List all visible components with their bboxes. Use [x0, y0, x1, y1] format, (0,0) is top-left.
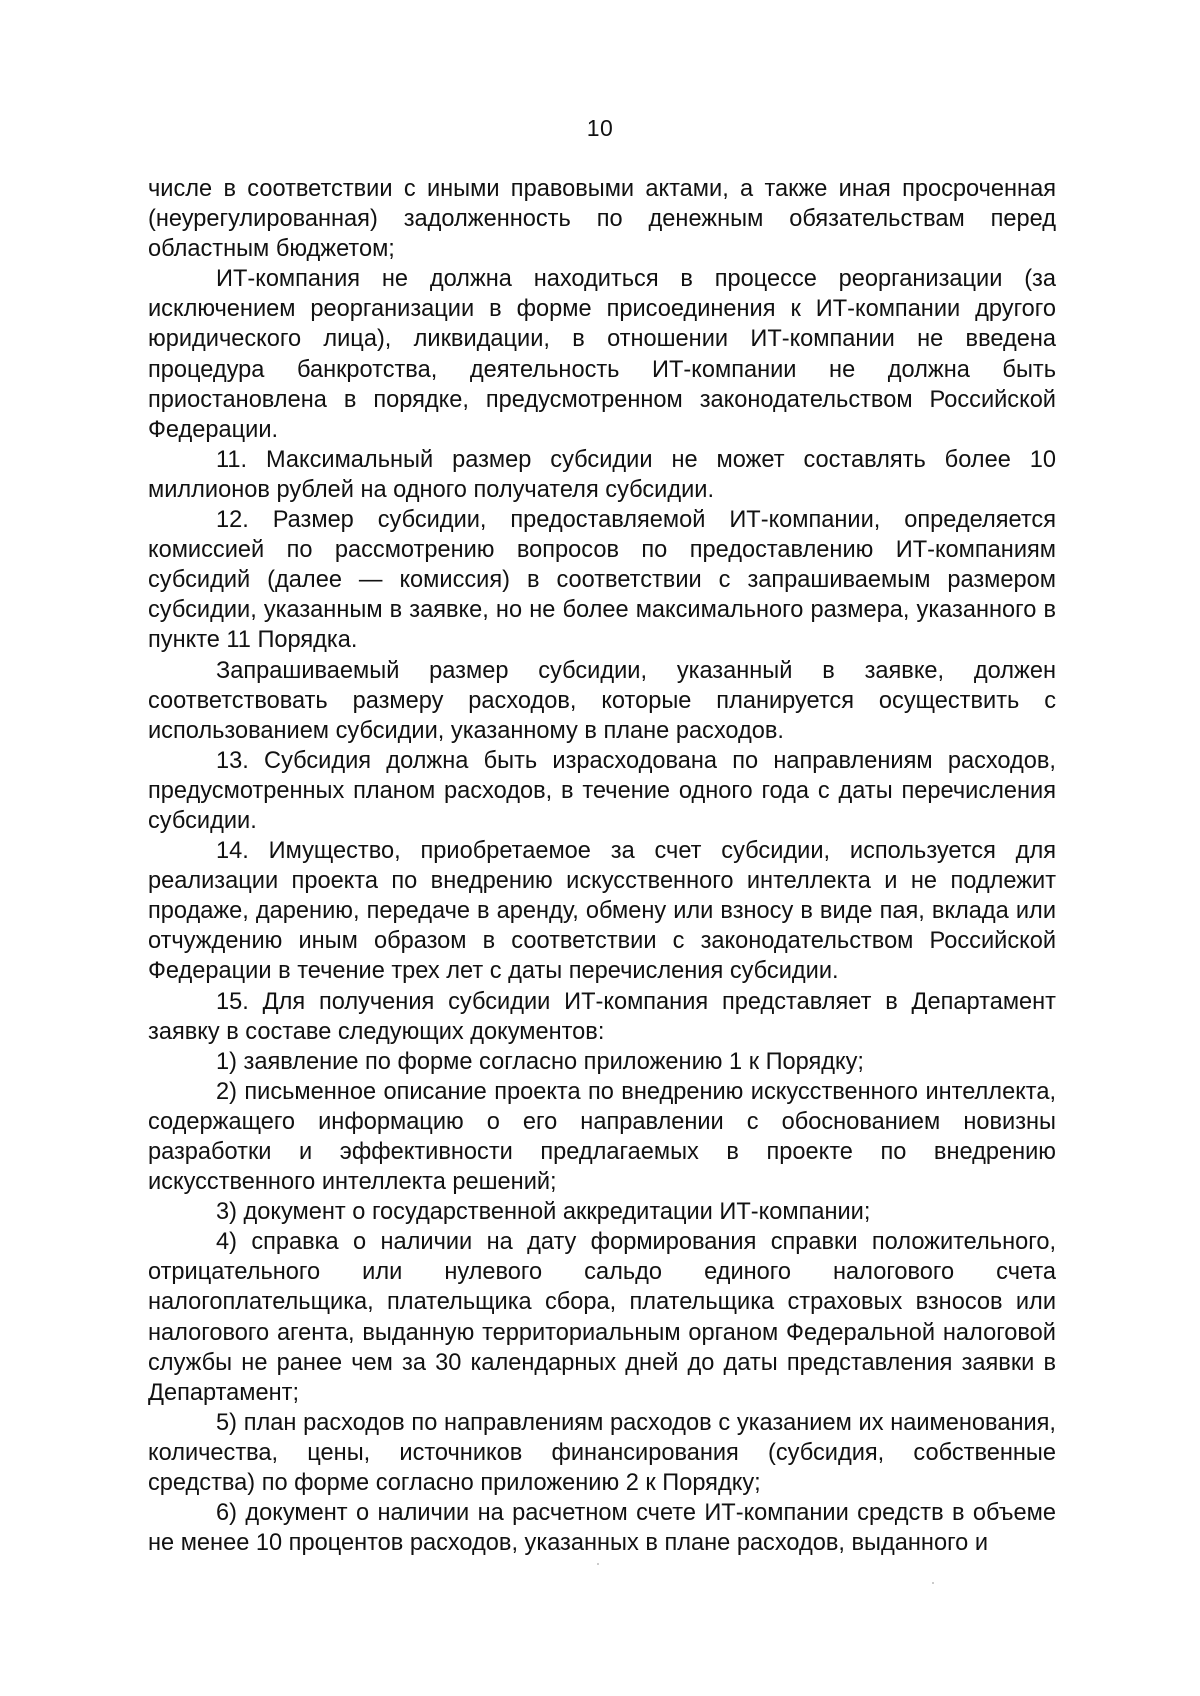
list-item-5: 5) план расходов по направлениям расходов с указанием их наименования, количества, цены, источников финансирования (субсидия, собственные средства) по форме согласно приложению 2 к Порядку;	[148, 1409, 1056, 1497]
list-item-2: 2) письменное описание проекта по внедрению искусственного интеллекта, содержащего информацию о его направлении с обоснованием новизны разработки и эффективности предлагаемых в проекте по внедрению искусственного интеллекта решений;	[148, 1078, 1056, 1196]
paragraph-continuation: числе в соответствии с иными правовыми актами, а также иная просроченная (неурегулированная) задолженность по денежным обязательствам перед областным бюджетом;	[148, 176, 1056, 263]
paragraph-item-11: 11. Максимальный размер субсидии не может составлять более 10 миллионов рублей на одного получателя субсидии.	[148, 446, 1056, 503]
paragraph-item-14: 14. Имущество, приобретаемое за счет субсидии, используется для реализации проекта по внедрению искусственного интеллекта и не подлежит продаже, дарению, передаче в аренду, обмену или взносу в виде пая, вклада или отчуждению иным образом в соответствии с законодательством Российской Федерации в течение трех лет с даты перечисления субсидии.	[148, 838, 1056, 985]
paragraph-requested-amount: Запрашиваемый размер субсидии, указанный в заявке, должен соответствовать размеру расходов, которые планируется осуществить с использованием субсидии, указанному в плане расходов.	[148, 657, 1056, 744]
page-number: 10	[586, 115, 614, 141]
paragraph-item-13: 13. Субсидия должна быть израсходована по направлениям расходов, предусмотренных планом расходов, в течение одного года с даты перечисления субсидии.	[148, 747, 1056, 834]
list-item-6: 6) документ о наличии на расчетном счете ИТ-компании средств в объеме не менее 10 процентов расходов, указанных в плане расходов, выданного и	[148, 1500, 1056, 1557]
paragraph-item-12: 12. Размер субсидии, предоставляемой ИТ-компании, определяется комиссией по рассмотрению вопросов по предоставлению ИТ-компаниям субсидий (далее — комиссия) в соответствии с запрашиваемым размером субсидии, указанным в заявке, но не более максимального размера, указанного в пункте 11 Порядка.	[148, 507, 1056, 654]
list-item-1: 1) заявление по форме согласно приложению 1 к Порядку;	[216, 1048, 864, 1075]
scan-speck	[932, 1582, 934, 1584]
list-item-3: 3) документ о государственной аккредитации ИТ-компании;	[216, 1199, 871, 1226]
paragraph-item-15: 15. Для получения субсидии ИТ-компания представляет в Департамент заявку в составе следующих документов:	[148, 988, 1056, 1045]
paragraph-reorganization: ИТ-компания не должна находиться в процессе реорганизации (за исключением реорганизации в форме присоединения к ИТ-компании другого юридического лица), ликвидации, в отношении ИТ-компании не введена процедура банкротства, деятельность ИТ-компании не должна быть приостановлена в порядке, предусмотренном законодательством Российской Федерации.	[148, 266, 1056, 443]
scan-speck	[597, 1563, 599, 1565]
document-body	[148, 174, 1056, 1558]
list-item-4: 4) справка о наличии на дату формирования справки положительного, отрицательного или нулевого сальдо единого налогового счета налогоплательщика, плательщика сбора, плательщика страховых взносов или налогового агента, выданную территориальным органом Федеральной налоговой службы не ранее чем за 30 календарных дней до даты представления заявки в Департамент;	[148, 1229, 1056, 1406]
